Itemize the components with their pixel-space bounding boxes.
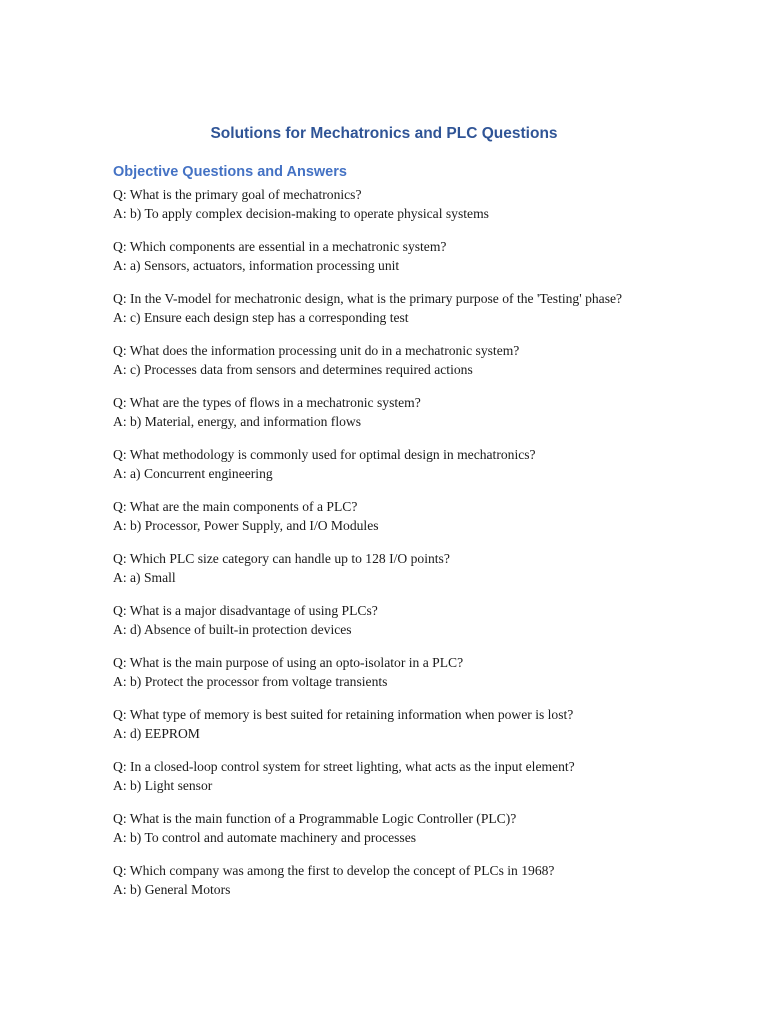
qa-item xyxy=(113,341,653,379)
qa-item xyxy=(113,549,653,587)
qa-item xyxy=(113,497,653,535)
answer-text: A: b) General Motors xyxy=(113,882,231,897)
qa-item xyxy=(113,653,653,691)
answer-text: A: b) To control and automate machinery and processes xyxy=(113,830,417,845)
section-heading: Objective Questions and Answers xyxy=(113,164,347,180)
qa-item xyxy=(113,757,653,795)
qa-item xyxy=(113,445,653,483)
question-text: Q: Which company was among the first to develop the concept of PLCs in 1968? xyxy=(113,863,555,878)
answer-text: A: d) EEPROM xyxy=(113,726,200,741)
question-text: Q: What is the primary goal of mechatronics? xyxy=(113,187,362,202)
answer-text: A: b) Material, energy, and information flows xyxy=(113,414,362,429)
question-text: Q: In the V-model for mechatronic design, what is the primary purpose of the 'Testing' phase? xyxy=(113,291,623,306)
question-text: Q: What methodology is commonly used for optimal design in mechatronics? xyxy=(113,447,536,462)
qa-item xyxy=(113,705,653,743)
qa-item xyxy=(113,237,653,275)
question-text: Q: What type of memory is best suited for retaining information when power is lost? xyxy=(113,707,574,722)
question-text: Q: In a closed-loop control system for street lighting, what acts as the input element? xyxy=(113,759,575,774)
qa-item xyxy=(113,809,653,847)
answer-text: A: a) Small xyxy=(113,570,176,585)
answer-text: A: c) Ensure each design step has a corresponding test xyxy=(113,310,409,325)
answer-text: A: a) Sensors, actuators, information processing unit xyxy=(113,258,400,273)
qa-item xyxy=(113,185,653,223)
answer-text: A: b) To apply complex decision-making to operate physical systems xyxy=(113,206,489,221)
question-text: Q: What are the types of flows in a mechatronic system? xyxy=(113,395,421,410)
answer-text: A: c) Processes data from sensors and determines required actions xyxy=(113,362,473,377)
qa-item xyxy=(113,861,653,899)
question-text: Q: Which PLC size category can handle up to 128 I/O points? xyxy=(113,551,450,566)
answer-text: A: b) Processor, Power Supply, and I/O Modules xyxy=(113,518,379,533)
qa-item xyxy=(113,289,653,327)
document-title: Solutions for Mechatronics and PLC Questions xyxy=(210,125,558,142)
answer-text: A: d) Absence of built-in protection devices xyxy=(113,622,352,637)
answer-text: A: b) Light sensor xyxy=(113,778,213,793)
question-text: Q: What are the main components of a PLC? xyxy=(113,499,358,514)
answer-text: A: b) Protect the processor from voltage transients xyxy=(113,674,388,689)
question-text: Q: What is a major disadvantage of using PLCs? xyxy=(113,603,378,618)
question-text: Q: Which components are essential in a mechatronic system? xyxy=(113,239,447,254)
question-text: Q: What is the main function of a Programmable Logic Controller (PLC)? xyxy=(113,811,517,826)
answer-text: A: a) Concurrent engineering xyxy=(113,466,273,481)
qa-item xyxy=(113,393,653,431)
question-text: Q: What is the main purpose of using an opto-isolator in a PLC? xyxy=(113,655,464,670)
question-text: Q: What does the information processing unit do in a mechatronic system? xyxy=(113,343,520,358)
qa-item xyxy=(113,601,653,639)
qa-list xyxy=(113,185,653,913)
